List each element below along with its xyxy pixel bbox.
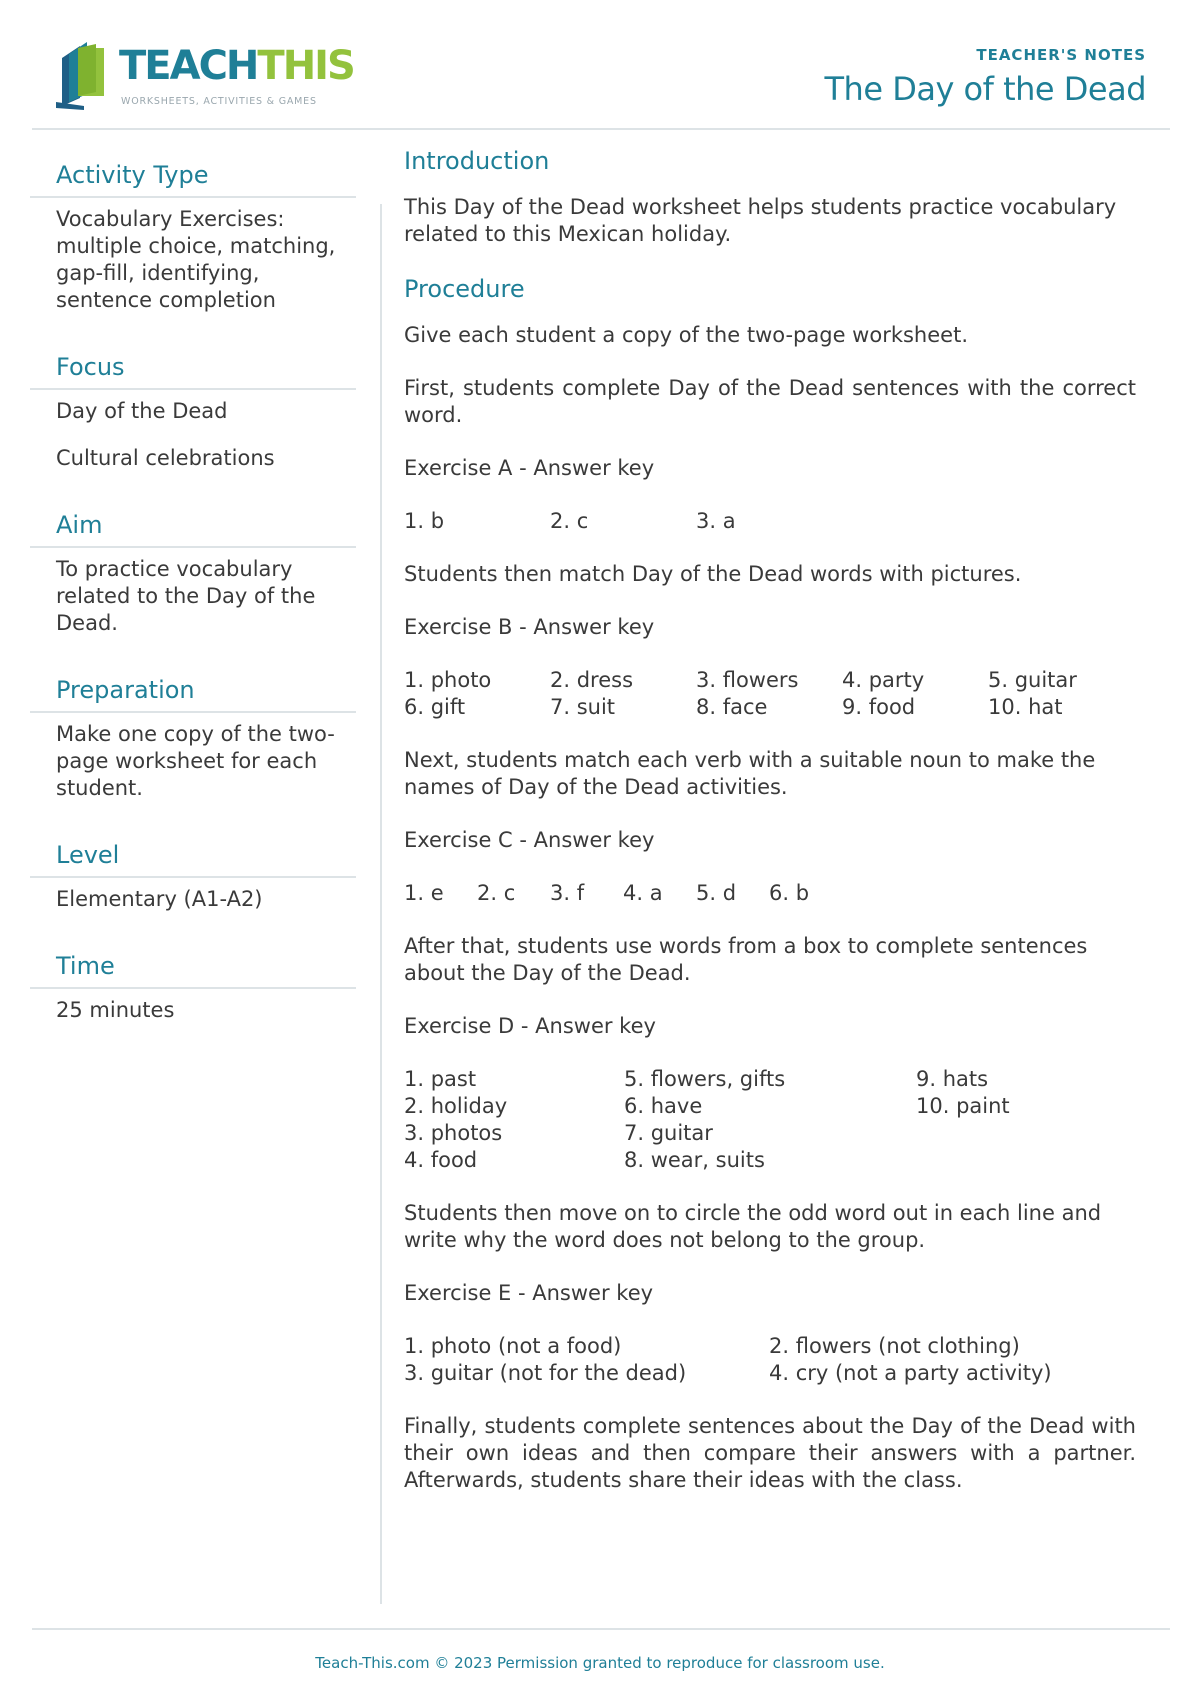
- exercise-d-answers: [404, 1066, 1136, 1174]
- aim-section: [30, 502, 356, 649]
- answer-item: 3. a: [696, 509, 736, 533]
- answer-item: 5. flowers, gifts: [624, 1067, 786, 1091]
- footer-copyright: Teach-This.com © 2023 Permission granted to reproduce for classroom use.: [315, 1654, 885, 1672]
- answer-item: 2. holiday: [404, 1094, 508, 1118]
- answer-item: 3. guitar (not for the dead): [404, 1361, 687, 1385]
- sidebar: [30, 152, 356, 1054]
- exercise-b-title: Exercise B - Answer key: [404, 615, 655, 639]
- procedure-step: After that, students use words from a box to complete sentences about the Day of the Dead.: [404, 934, 1088, 985]
- preparation-text: Make one copy of the two-page worksheet for each student.: [56, 722, 335, 800]
- activity-type-section: [30, 152, 356, 326]
- answer-item: 2. c: [550, 509, 589, 533]
- footer-divider: [32, 1628, 1170, 1630]
- aim-heading: Aim: [30, 502, 356, 548]
- procedure-heading: Procedure: [404, 275, 525, 303]
- time-heading: Time: [30, 943, 356, 989]
- answer-item: 3. f: [550, 881, 585, 905]
- exercise-d-title: Exercise D - Answer key: [404, 1014, 656, 1038]
- answer-item: 2. c: [477, 881, 516, 905]
- preparation-section: [30, 667, 356, 814]
- column-divider: [380, 204, 382, 1604]
- focus-section: [30, 344, 356, 484]
- exercise-e-title: Exercise E - Answer key: [404, 1281, 654, 1305]
- exercise-b-answers: [404, 667, 1136, 721]
- book-icon: [56, 40, 112, 110]
- answer-item: 8. wear, suits: [624, 1148, 765, 1172]
- introduction-heading: Introduction: [404, 147, 550, 175]
- answer-item: 5. d: [696, 881, 737, 905]
- answer-item: 9. hats: [916, 1067, 989, 1091]
- activity-type-text: Vocabulary Exercises: multiple choice, matching, gap-fill, identifying, sentence completion: [56, 207, 336, 312]
- time-text: 25 minutes: [56, 998, 175, 1022]
- exercise-c-answers: [404, 880, 1136, 907]
- procedure-step: Next, students match each verb with a suitable noun to make the names of Day of the Dead activities.: [404, 748, 1096, 799]
- aim-text: To practice vocabulary related to the Day of the Dead.: [56, 557, 316, 635]
- teachers-notes-label: TEACHER'S NOTES: [976, 46, 1146, 64]
- answer-item: 1. past: [404, 1067, 477, 1091]
- main-content: [404, 146, 1136, 1520]
- procedure-step: Finally, students complete sentences about the Day of the Dead with their own ideas and then compare their answers with a partner. Afterwards, students share their ideas with the class.: [404, 1414, 1136, 1492]
- exercise-e-answers: [404, 1333, 1136, 1387]
- answer-item: 4. party: [842, 668, 925, 692]
- procedure-step: Give each student a copy of the two-page worksheet.: [404, 323, 968, 347]
- page-header: [0, 0, 1200, 130]
- level-heading: Level: [30, 832, 356, 878]
- exercise-c-title: Exercise C - Answer key: [404, 828, 655, 852]
- exercise-a-title: Exercise A - Answer key: [404, 456, 655, 480]
- page-title: The Day of the Dead: [824, 70, 1146, 108]
- answer-item: 10. paint: [916, 1094, 1010, 1118]
- focus-item: Day of the Dead: [56, 399, 228, 423]
- introduction-text: This Day of the Dead worksheet helps students practice vocabulary related to this Mexican holiday.: [404, 195, 1117, 246]
- level-section: [30, 832, 356, 925]
- answer-item: 1. b: [404, 509, 445, 533]
- procedure-step: Students then match Day of the Dead words with pictures.: [404, 562, 1022, 586]
- answer-item: 1. e: [404, 881, 444, 905]
- answer-item: 1. photo (not a food): [404, 1334, 622, 1358]
- procedure-step: First, students complete Day of the Dead sentences with the correct word.: [404, 376, 1136, 427]
- logo-tagline: WORKSHEETS, ACTIVITIES & GAMES: [121, 96, 317, 107]
- activity-type-heading: Activity Type: [30, 152, 356, 198]
- answer-item: 6. have: [624, 1094, 703, 1118]
- answer-item: 3. photos: [404, 1121, 503, 1145]
- procedure-step: Students then move on to circle the odd word out in each line and write why the word does not belong to the group.: [404, 1201, 1102, 1252]
- answer-item: 4. food: [404, 1148, 478, 1172]
- answer-item: 5. guitar: [988, 668, 1077, 692]
- answer-item: 9. food: [842, 695, 916, 719]
- level-text: Elementary (A1-A2): [56, 887, 263, 911]
- answer-item: 1. photo: [404, 668, 492, 692]
- answer-item: 6. gift: [404, 695, 466, 719]
- answer-item: 6. b: [769, 881, 810, 905]
- teach-this-logo: [56, 36, 356, 116]
- preparation-heading: Preparation: [30, 667, 356, 713]
- answer-item: 7. guitar: [624, 1121, 713, 1145]
- exercise-a-answers: [404, 508, 1136, 535]
- answer-item: 3. flowers: [696, 668, 799, 692]
- focus-heading: Focus: [30, 344, 356, 390]
- logo-wordmark: TEACHTHIS: [119, 43, 354, 89]
- header-divider: [32, 128, 1170, 130]
- focus-item: Cultural celebrations: [56, 446, 275, 470]
- answer-item: 2. flowers (not clothing): [769, 1334, 1020, 1358]
- answer-item: 2. dress: [550, 668, 634, 692]
- answer-item: 8. face: [696, 695, 768, 719]
- answer-item: 7. suit: [550, 695, 616, 719]
- answer-item: 4. cry (not a party activity): [769, 1361, 1052, 1385]
- time-section: [30, 943, 356, 1036]
- answer-item: 10. hat: [988, 695, 1063, 719]
- answer-item: 4. a: [623, 881, 663, 905]
